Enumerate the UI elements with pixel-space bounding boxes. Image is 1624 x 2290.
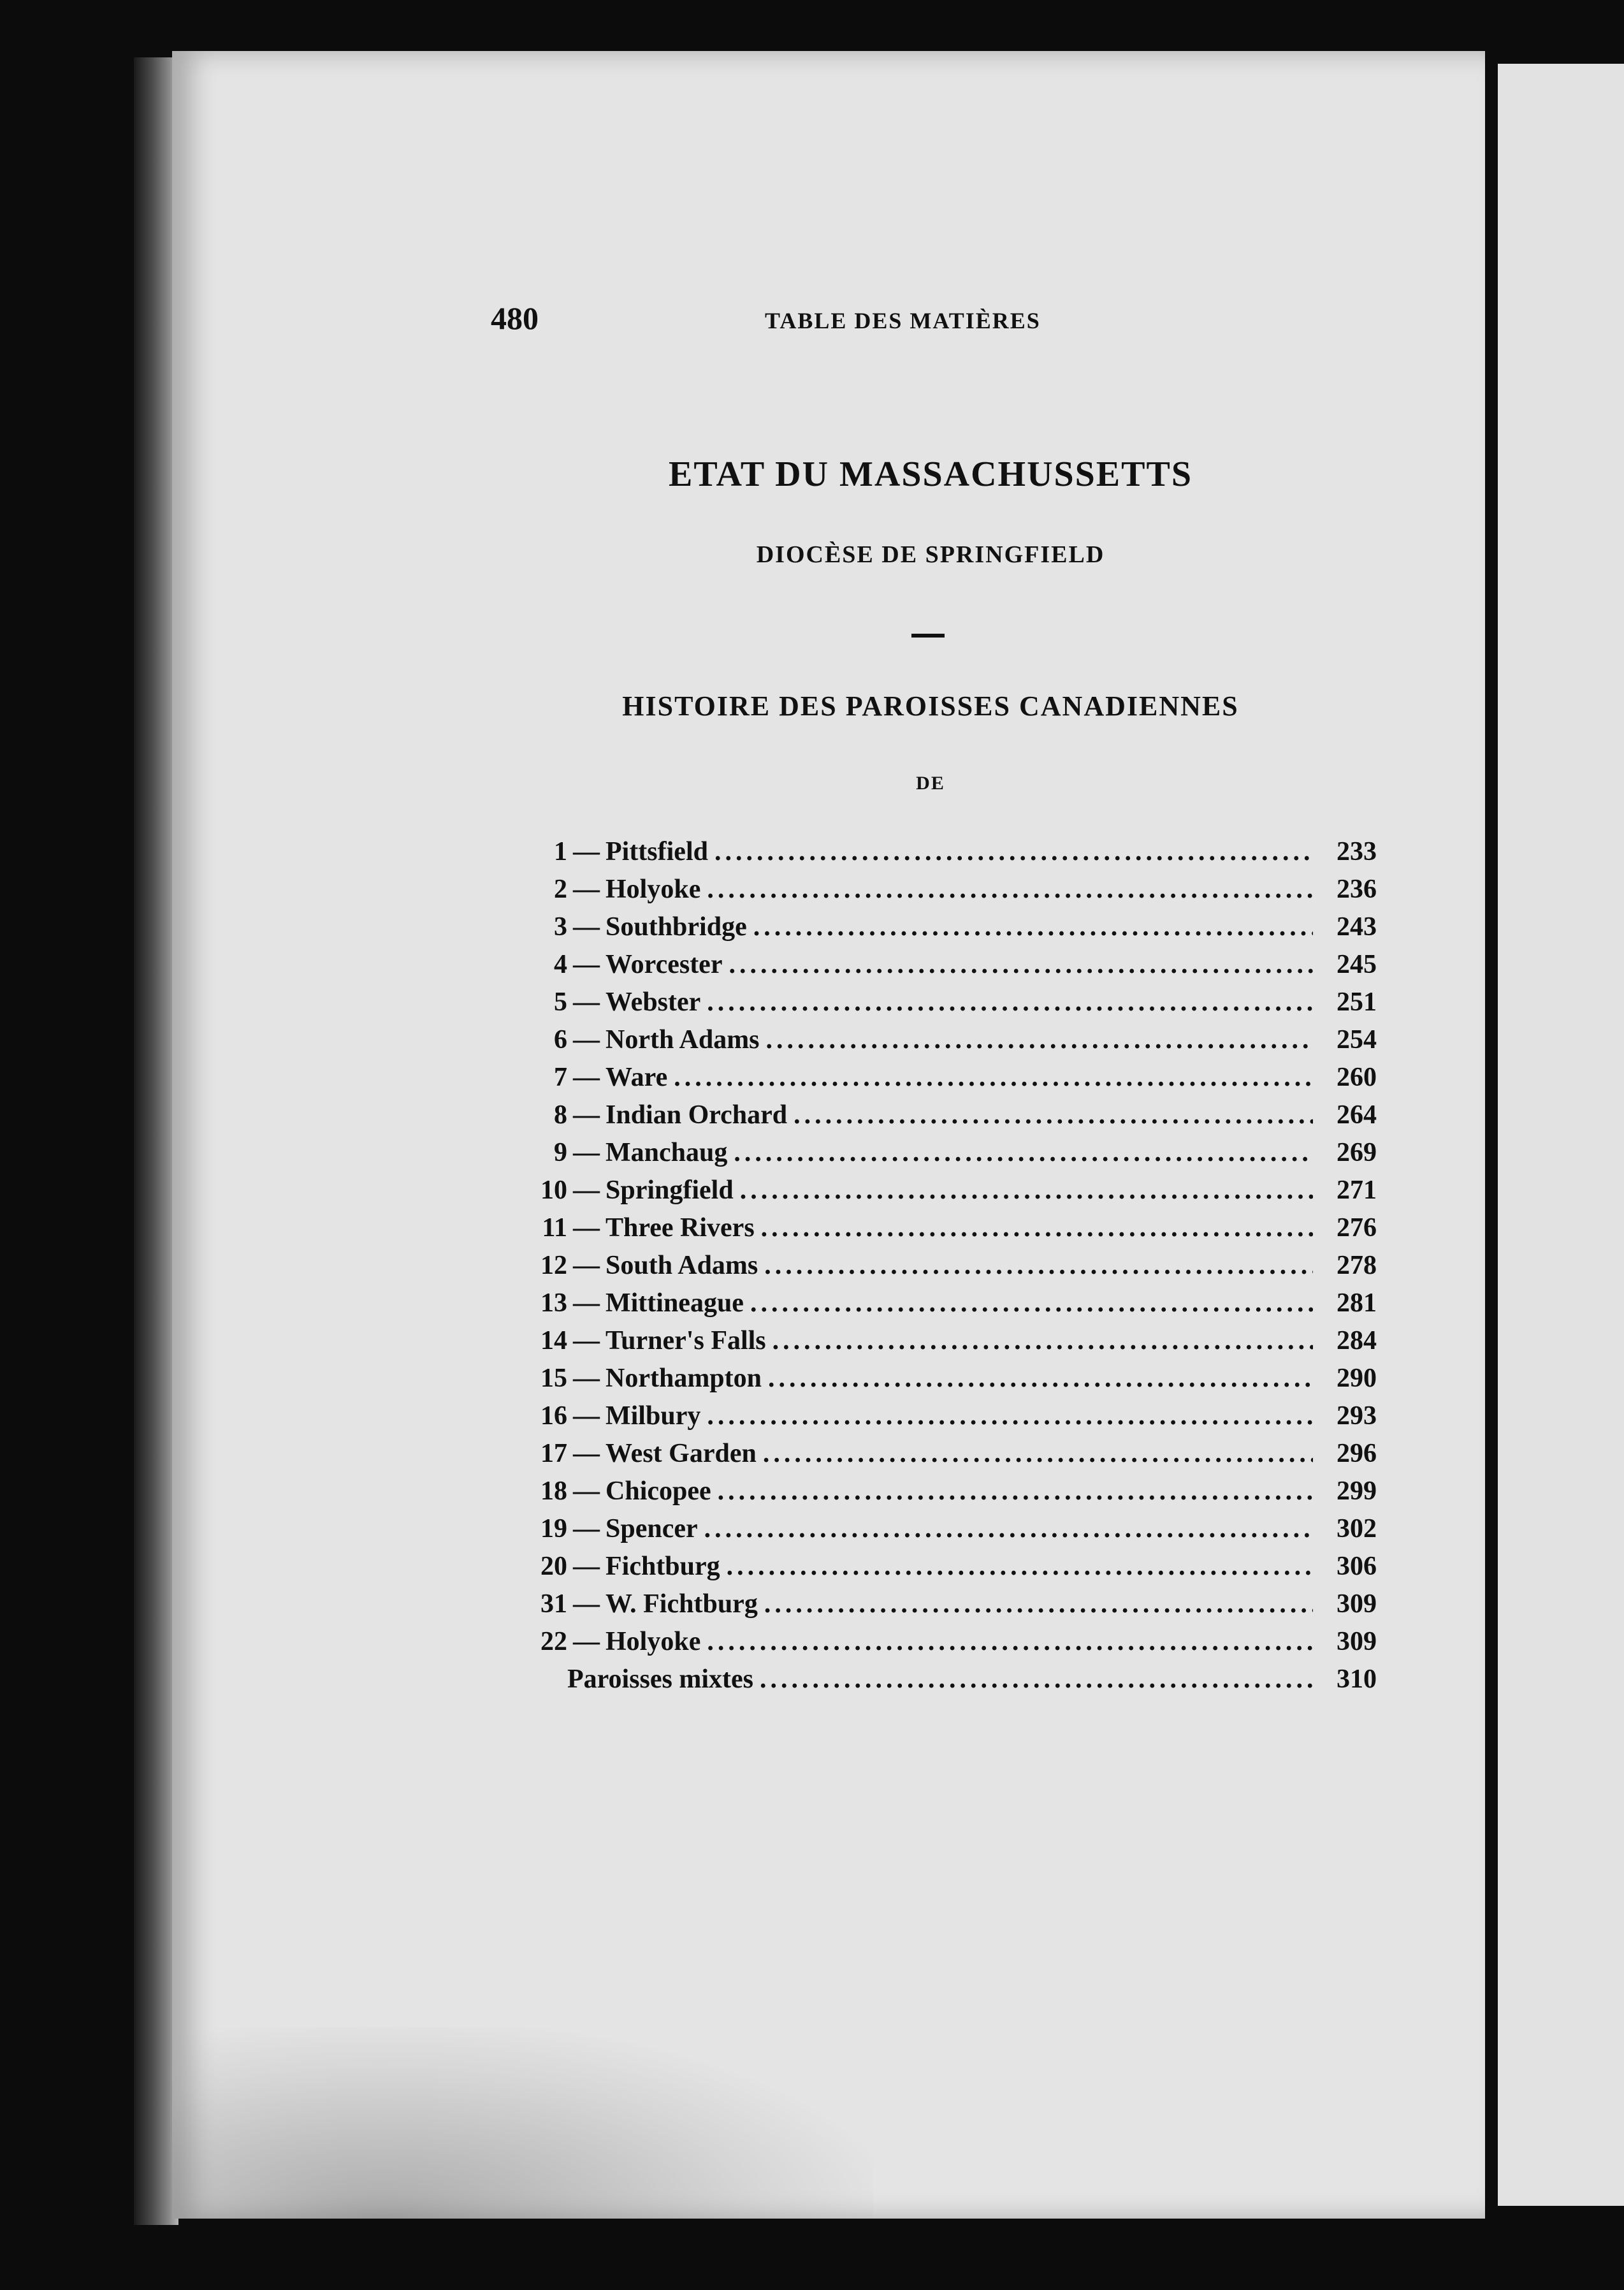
diocese-title: DIOCÈSE DE SPRINGFIELD	[756, 541, 1105, 568]
toc-entry-number: 12	[540, 1251, 567, 1280]
toc-entry-number: 13	[540, 1288, 567, 1318]
toc-entry-name: Holyoke	[605, 875, 701, 904]
toc-dot-leader	[761, 1213, 1313, 1243]
toc-entry-page: 260	[1337, 1063, 1377, 1092]
toc-entry	[491, 874, 1377, 912]
toc-entry	[491, 1025, 1377, 1062]
toc-entry-number: 9	[554, 1138, 567, 1167]
toc-entry-number: 10	[540, 1176, 567, 1205]
toc-entry	[491, 987, 1377, 1025]
toc-entry-name: W. Fichtburg	[605, 1589, 758, 1619]
toc-entry	[491, 1137, 1377, 1175]
toc-dot-leader	[674, 1062, 1313, 1093]
running-head	[491, 300, 1128, 344]
toc-entry-page: 269	[1337, 1138, 1377, 1167]
toc-entry-number: 18	[540, 1477, 567, 1506]
toc-entry-name: Webster	[605, 988, 701, 1017]
toc-dot-leader	[766, 1025, 1313, 1055]
toc-entry-number: 31	[540, 1589, 567, 1619]
toc-entry-page: 254	[1337, 1025, 1377, 1054]
toc-entry-dash: —	[573, 1552, 600, 1581]
toc-entry-page: 309	[1337, 1627, 1377, 1656]
toc-entry-page: 251	[1337, 988, 1377, 1017]
toc-entry-page: 264	[1337, 1100, 1377, 1130]
toc-entry-page: 296	[1337, 1439, 1377, 1468]
toc-entry	[491, 1213, 1377, 1250]
title-separator	[911, 634, 945, 638]
toc-dot-leader	[772, 1325, 1313, 1356]
toc-entry-number: 20	[540, 1552, 567, 1581]
toc-dot-leader	[729, 949, 1313, 980]
toc-entry-page: 309	[1337, 1589, 1377, 1619]
toc-entry-dash: —	[573, 988, 600, 1017]
toc-entry-name: South Adams	[605, 1251, 758, 1280]
toc-entry-page: 245	[1337, 950, 1377, 979]
toc-dot-leader	[707, 874, 1313, 905]
toc-dot-leader	[764, 1250, 1313, 1281]
toc-entry-name: Worcester	[605, 950, 723, 979]
toc-entry-name: Manchaug	[605, 1138, 728, 1167]
toc-dot-leader	[750, 1288, 1313, 1318]
toc-entry-page: 299	[1337, 1477, 1377, 1506]
toc-entry-page: 293	[1337, 1401, 1377, 1431]
toc-entry	[491, 1288, 1377, 1325]
toc-entry-page: 281	[1337, 1288, 1377, 1318]
toc-entry-name: Milbury	[605, 1401, 701, 1431]
toc-dot-leader	[727, 1551, 1313, 1582]
toc-entry-dash: —	[573, 1251, 600, 1280]
toc-entry-name: Fichtburg	[605, 1552, 720, 1581]
toc-dot-leader	[764, 1589, 1313, 1619]
toc-entry-dash: —	[573, 1514, 600, 1543]
toc-entry-dash: —	[573, 912, 600, 942]
toc-entry	[491, 836, 1377, 874]
toc-entry	[491, 1175, 1377, 1213]
toc-entry-dash: —	[573, 1288, 600, 1318]
toc-dot-leader	[740, 1175, 1313, 1206]
toc-dot-leader	[707, 1401, 1313, 1431]
toc-entry-dash: —	[573, 1401, 600, 1431]
toc-entry-name: Mittineague	[605, 1288, 744, 1318]
toc-entry-number: 3	[554, 912, 567, 942]
toc-entry-page: 278	[1337, 1251, 1377, 1280]
page-number: 480	[491, 300, 539, 336]
toc-entry-dash: —	[573, 1138, 600, 1167]
toc-entry-dash: —	[573, 1589, 600, 1619]
toc-dot-leader	[707, 987, 1313, 1017]
toc-entry	[491, 1363, 1377, 1401]
toc-entry-name: Northampton	[605, 1364, 762, 1393]
toc-entry-dash: —	[573, 1063, 600, 1092]
toc-entry-number: 17	[540, 1439, 567, 1468]
toc-entry-name: Ware	[605, 1063, 668, 1092]
toc-entry-dash: —	[573, 1213, 600, 1243]
toc-entry-page: 310	[1337, 1665, 1377, 1694]
toc-entry-number: 2	[554, 875, 567, 904]
toc-entry-page: 243	[1337, 912, 1377, 942]
toc-entry	[491, 1664, 1377, 1702]
toc-dot-leader	[794, 1100, 1313, 1130]
toc-entry-page: 276	[1337, 1213, 1377, 1243]
toc-entry-name: Three Rivers	[605, 1213, 755, 1243]
toc-entry-page: 302	[1337, 1514, 1377, 1543]
toc-entry-dash: —	[573, 1627, 600, 1656]
toc-entry-number: 19	[540, 1514, 567, 1543]
de-label: DE	[916, 773, 945, 794]
toc-entry-dash: —	[573, 1025, 600, 1054]
toc-entry-name: Indian Orchard	[605, 1100, 788, 1130]
toc-entry-page: 236	[1337, 875, 1377, 904]
toc-entry-number: 15	[540, 1364, 567, 1393]
toc-dot-leader	[734, 1137, 1313, 1168]
running-title: TABLE DES MATIÈRES	[765, 308, 1041, 333]
toc-entry-dash: —	[573, 1477, 600, 1506]
toc-entry	[491, 1401, 1377, 1438]
toc-entry-page: 271	[1337, 1176, 1377, 1205]
toc-entry-number: 6	[554, 1025, 567, 1054]
toc-entry-dash: —	[573, 837, 600, 866]
toc-dot-leader	[763, 1438, 1313, 1469]
toc-entry-name: Springfield	[605, 1176, 734, 1205]
toc-entry	[491, 949, 1377, 987]
toc-entry-page: 284	[1337, 1326, 1377, 1355]
toc-entry-page: 233	[1337, 837, 1377, 866]
facing-page-edge	[1498, 64, 1624, 2206]
toc-entry-dash: —	[573, 1439, 600, 1468]
toc-entry-dash: —	[573, 950, 600, 979]
toc-entry-number: 22	[540, 1627, 567, 1656]
toc-entry	[491, 1476, 1377, 1513]
toc-entry-name: Turner's Falls	[605, 1326, 766, 1355]
toc-entry-dash: —	[573, 875, 600, 904]
toc-entry	[491, 1325, 1377, 1363]
toc-entry-name: Pittsfield	[605, 837, 708, 866]
toc-entry	[491, 1100, 1377, 1137]
toc-entry	[491, 1551, 1377, 1589]
toc-dot-leader	[704, 1513, 1313, 1544]
toc-entry	[491, 1250, 1377, 1288]
toc-dot-leader	[768, 1363, 1313, 1394]
toc-entry-number: 7	[554, 1063, 567, 1092]
toc-dot-leader	[760, 1664, 1313, 1695]
toc-entry-number: 8	[554, 1100, 567, 1130]
table-of-contents	[491, 836, 1377, 1702]
toc-entry	[491, 1062, 1377, 1100]
toc-entry-name: North Adams	[605, 1025, 760, 1054]
toc-dot-leader	[714, 836, 1313, 867]
toc-entry-name: Spencer	[605, 1514, 698, 1543]
toc-entry-dash: —	[573, 1326, 600, 1355]
toc-dot-leader	[718, 1476, 1313, 1506]
toc-entry-number: 16	[540, 1401, 567, 1431]
toc-entry	[491, 1589, 1377, 1626]
toc-entry-name: Southbridge	[605, 912, 747, 942]
toc-dot-leader	[753, 912, 1313, 942]
toc-entry-page: 306	[1337, 1552, 1377, 1581]
toc-entry-dash: —	[573, 1176, 600, 1205]
state-title: ETAT DU MASSACHUSSETTS	[668, 455, 1193, 494]
toc-entry-dash: —	[573, 1100, 600, 1130]
toc-entry-page: 290	[1337, 1364, 1377, 1393]
toc-entry	[491, 1513, 1377, 1551]
toc-entry-number: 1	[554, 837, 567, 866]
toc-entry	[491, 912, 1377, 949]
toc-entry-number: 14	[540, 1326, 567, 1355]
toc-entry	[491, 1626, 1377, 1664]
toc-entry-number: 4	[554, 950, 567, 979]
toc-entry-name: Chicopee	[605, 1477, 711, 1506]
toc-entry-number: 5	[554, 988, 567, 1017]
toc-entry-name: Holyoke	[605, 1627, 701, 1656]
toc-entry-dash: —	[573, 1364, 600, 1393]
history-title: HISTOIRE DES PAROISSES CANADIENNES	[622, 690, 1239, 722]
toc-entry-number: 11	[542, 1213, 567, 1243]
water-stain	[172, 2027, 873, 2219]
toc-dot-leader	[707, 1626, 1313, 1657]
toc-entry-name: West Garden	[605, 1439, 757, 1468]
toc-entry-name: Paroisses mixtes	[567, 1665, 754, 1694]
toc-entry	[491, 1438, 1377, 1476]
